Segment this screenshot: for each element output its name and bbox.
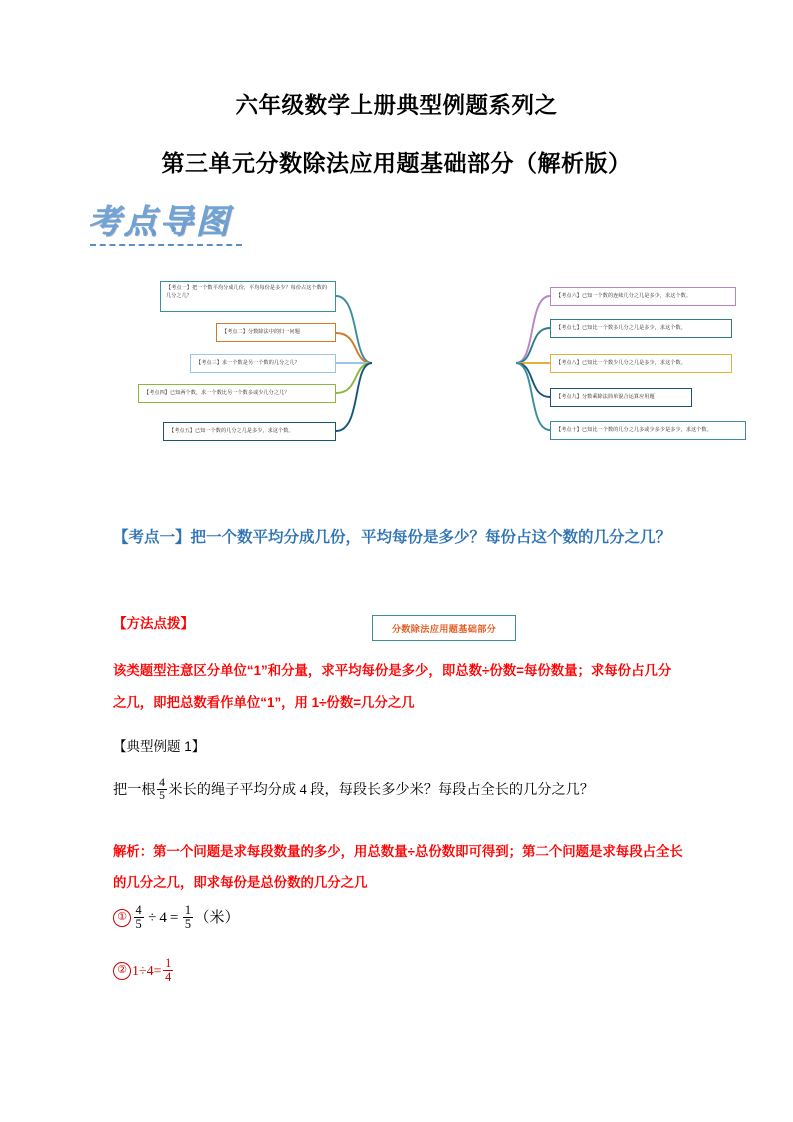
mindmap-node-label: 【考点四】已知两个数，求一个数比另一个数多或少几分之几？ bbox=[144, 389, 290, 396]
mindmap-node-kaodian-5[interactable] bbox=[163, 422, 336, 441]
fraction-numerator: 1 bbox=[165, 956, 172, 970]
answer-line-2 bbox=[113, 958, 513, 1011]
mindmap-connector-left-1 bbox=[336, 296, 372, 363]
problem-text-before-fraction: 把一根 bbox=[113, 782, 156, 798]
fraction-denominator: 4 bbox=[165, 969, 172, 984]
mindmap-node-kaodian-1[interactable] bbox=[160, 281, 336, 312]
mindmap-node-kaodian-4[interactable] bbox=[138, 384, 336, 403]
answer1-operator: ÷ bbox=[148, 909, 157, 926]
kaodian-daotu-logo bbox=[88, 203, 258, 249]
mindmap-node-label: 【考点七】已知比一个数多几分之几是多少，求这个数。 bbox=[556, 324, 686, 331]
mindmap-connector-left-4 bbox=[336, 363, 372, 393]
problem-text-after-fraction: 米长的绳子平均分成 4 段，每段长多少米？每段占全长的几分之几？ bbox=[168, 782, 595, 798]
answer1-unit: （米） bbox=[194, 909, 240, 926]
mindmap-connector-left-5 bbox=[336, 363, 372, 431]
kaodian-daotu-logo-text: 考点导图 bbox=[88, 203, 258, 243]
problem-fraction bbox=[157, 777, 167, 802]
fraction-numerator: 4 bbox=[135, 903, 142, 917]
kaodian-section-heading: 【考点一】把一个数平均分成几份，平均每份是多少？每份占这个数的几分之几？ bbox=[113, 529, 672, 546]
fraction-denominator: 5 bbox=[184, 916, 192, 931]
mindmap-node-label: 【考点五】已知一个数的几分之几是多少，求这个数。 bbox=[169, 427, 294, 434]
answer1-equals: = bbox=[169, 909, 179, 926]
mindmap-connector-left-2 bbox=[336, 333, 372, 363]
mindmap-node-kaodian-9[interactable] bbox=[550, 388, 692, 407]
answer1-rhs-fraction bbox=[183, 904, 193, 931]
fraction-denominator: 5 bbox=[159, 789, 165, 803]
mindmap-connector-right-2 bbox=[516, 328, 550, 363]
mindmap-node-label: 【考点一】把一个数平均分成几份，平均每份是多少？每份占这个数的几分之几？ bbox=[166, 285, 328, 299]
answer-marker-1: ① bbox=[113, 909, 131, 927]
answer-line-1 bbox=[113, 905, 513, 958]
mindmap-connector-right-4 bbox=[516, 363, 550, 397]
mindmap-node-label: 【考点十】已知比一个数的几分之几多或少多少是多少，求这个数。 bbox=[556, 426, 712, 433]
fraction-numerator: 1 bbox=[184, 903, 192, 917]
answer1-operand: 4 bbox=[159, 909, 167, 926]
example-label: 【典型例题 1】 bbox=[113, 739, 206, 754]
mindmap-node-kaodian-8[interactable] bbox=[550, 354, 732, 373]
answer2-rhs-fraction bbox=[163, 957, 173, 984]
fraction-numerator: 4 bbox=[159, 776, 165, 790]
answer1-lhs-fraction bbox=[134, 904, 144, 931]
answers-list bbox=[113, 905, 513, 1011]
mindmap-node-kaodian-6[interactable] bbox=[550, 287, 736, 306]
mindmap-center-node[interactable] bbox=[372, 615, 516, 641]
mindmap-node-label: 【考点八】已知比一个数少几分之几是多少，求这个数。 bbox=[556, 359, 686, 366]
analysis-text: 解析：第一个问题是求每段数量的多少，用总数量÷总份数即可得到；第二个问题是求每段占全长的几分之几，即求每份是总份数的几分之几 bbox=[113, 844, 683, 890]
mindmap-node-label: 【考点九】分数乘除法简单混合运算应用题 bbox=[556, 393, 655, 400]
mindmap-node-label: 【考点三】求一个数是另一个数的几分之几？ bbox=[196, 359, 300, 366]
method-tips-label: 【方法点拨】 bbox=[113, 616, 194, 631]
mindmap-node-label: 【考点二】分数除法中的归一问题 bbox=[222, 328, 300, 335]
mindmap-node-kaodian-2[interactable] bbox=[216, 323, 336, 342]
method-tips-body: 该类题型注意区分单位“1”和分量，求平均每份是多少，即总数÷份数=每份数量；求每份占几分之几，即把总数看作单位“1”，用 1÷份数=几分之几 bbox=[113, 663, 672, 710]
document-title-line-2: 第三单元分数除法应用题基础部分（解析版） bbox=[161, 150, 632, 176]
document-title-line-1: 六年级数学上册典型例题系列之 bbox=[235, 93, 558, 118]
mindmap-node-kaodian-7[interactable] bbox=[550, 319, 732, 338]
mindmap-node-label: 【考点六】已知一个数的连续几分之几是多少，求这个数。 bbox=[556, 292, 692, 299]
mindmap-node-kaodian-10[interactable] bbox=[550, 421, 746, 440]
fraction-denominator: 5 bbox=[135, 916, 142, 931]
mindmap-center-label: 分数除法应用题基础部分 bbox=[391, 624, 497, 634]
example-problem-statement bbox=[113, 775, 693, 805]
answer-marker-2: ② bbox=[113, 962, 131, 980]
mindmap-node-kaodian-3[interactable] bbox=[190, 354, 336, 373]
answer2-expression: 1÷4= bbox=[132, 963, 162, 979]
logo-dashed-rule bbox=[90, 244, 242, 246]
